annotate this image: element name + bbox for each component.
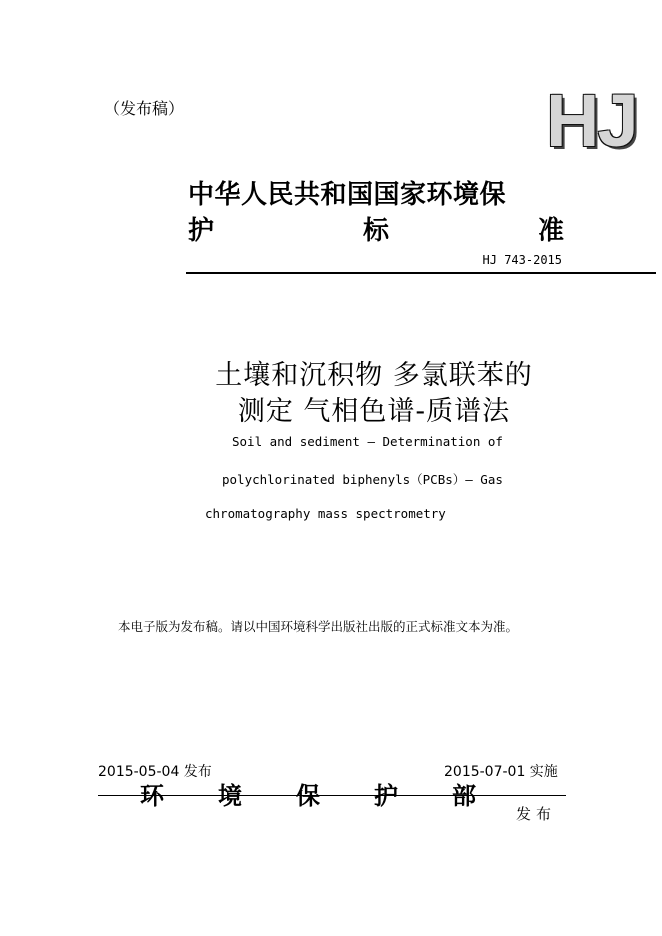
hj-logo: HJ [546, 79, 637, 162]
document-title-en-line3: chromatography mass spectrometry [205, 506, 446, 521]
issue-label: 发布 [516, 805, 557, 823]
implement-date: 2015-07-01 实施 [444, 764, 558, 780]
draft-label: （发布稿） [104, 99, 185, 118]
document-title-en-line2: polychlorinated biphenyls（PCBs）— Gas [222, 472, 503, 487]
header-divider [186, 272, 656, 274]
ministry-char: 部 [452, 782, 476, 810]
standard-title-char: 准 [537, 216, 564, 246]
ministry-char: 境 [218, 782, 242, 810]
standard-title-char: 护 [188, 216, 215, 246]
ministry-char: 护 [374, 782, 398, 810]
document-title-cn-line2: 测定 气相色谱-质谱法 [237, 396, 511, 427]
standard-title-line2 [188, 210, 564, 247]
ministry-char: 环 [140, 782, 164, 810]
release-notice: 本电子版为发布稿。请以中国环境科学出版社出版的正式标准文本为准。 [118, 619, 519, 634]
document-title-en-line1: Soil and sediment — Determination of [232, 434, 503, 449]
standard-title-char: 标 [362, 216, 389, 246]
ministry-char: 保 [296, 782, 320, 810]
standard-title-line1: 中华人民共和国国家环境保 [188, 180, 507, 210]
document-title-cn-line1: 土壤和沉积物 多氯联苯的 [215, 360, 533, 391]
standard-code: HJ 743-2015 [482, 253, 562, 267]
issuing-ministry [140, 776, 476, 811]
publish-date: 2015-05-04 发布 [98, 764, 212, 780]
